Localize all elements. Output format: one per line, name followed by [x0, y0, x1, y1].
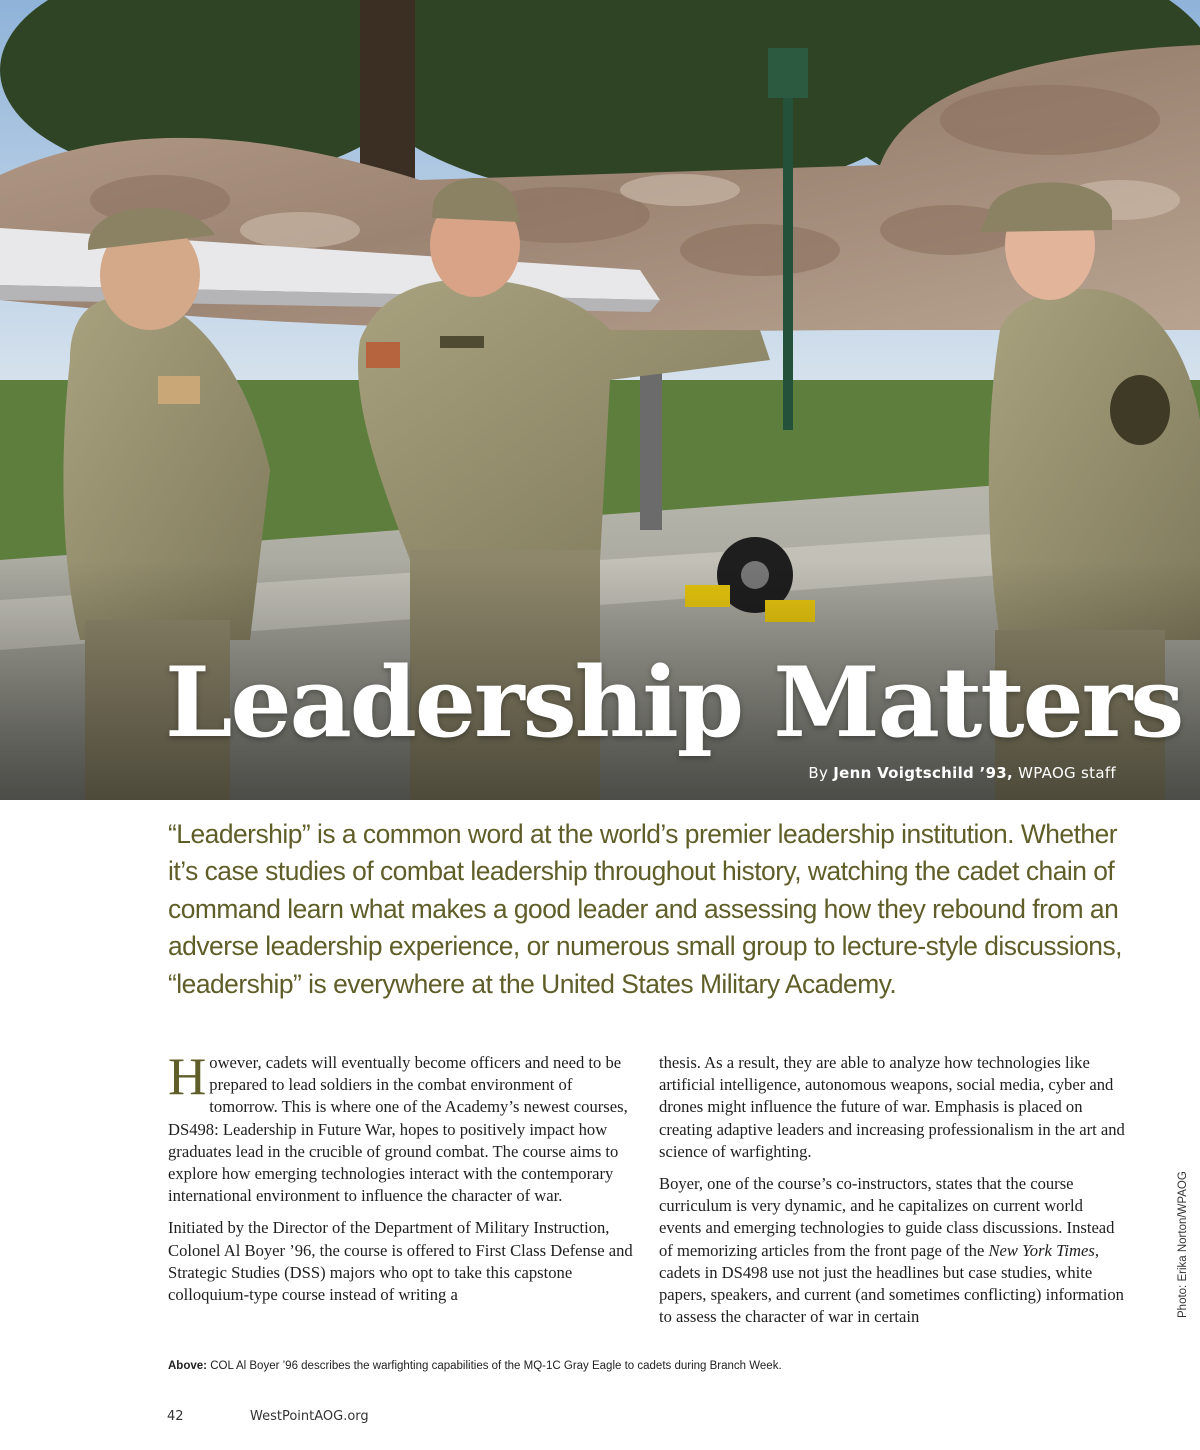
byline-suffix: WPAOG staff	[1018, 764, 1116, 782]
drop-cap: H	[168, 1048, 207, 1106]
body-paragraph: thesis. As a result, they are able to analyze how technologies like artificial intelligence, autonomous weapons, social media, cyber and drones might influence the future of war. Emphasis is placed on creating adaptive leaders and increasing professionalism in the art and science of warfighting.	[659, 1053, 1125, 1161]
paragraph-text: owever, cadets will eventually become officers and need to be prepared to lead soldiers in the combat environment of tomorrow. This is where one of the Academy’s newest courses, DS498: Leadership in Future War, hopes to positively impact how graduates lead in the crucible of ground combat. The course aims to explore how emerging technologies interact with the contemporary international environment to influence the character of war.	[168, 1053, 628, 1206]
article-deck: “Leadership” is a common word at the world’s premier leadership institution. Whether it’s case studies of combat leadership throughout history, watching the cadet chain of command learn what makes a good leader and assessing how they rebound from an adverse leadership experience, or numerous small group to lecture-style discussions, “leadership” is everywhere at the United States Military Academy.	[168, 819, 1123, 999]
body-paragraph: Initiated by the Director of the Department of Military Instruction, Colonel Al Boyer ’96, the course is offered to First Class Defense and Strategic Studies (DSS) majors who opt to take this capstone colloquium-type course instead of writing a	[168, 1218, 633, 1305]
website-link[interactable]: WestPointAOG.org	[250, 1409, 369, 1424]
body-paragraph	[659, 1173, 1125, 1328]
photo-credit: Photo: Erika Norton/WPAOG	[1177, 1171, 1189, 1318]
byline-prefix: By	[808, 764, 829, 782]
article-title: Leadership Matters	[165, 646, 1183, 759]
photo-caption	[168, 1360, 782, 1372]
paragraph-text: Boyer, one of the course’s co-instructors, states that the course curriculum is very dynamic, and he capitalizes on current world events and emerging technologies to guide class discussions. Instead of memorizing articles from the front page of the	[659, 1174, 1115, 1260]
body-column-left	[168, 1048, 634, 1316]
body-paragraph	[168, 1048, 634, 1207]
paragraph-text: , cadets in DS498 use not just the headlines but case studies, white papers, speakers, and current (and sometimes conflicting) information to assess the character of war in certain	[659, 1240, 1124, 1327]
byline	[808, 764, 1116, 782]
publication-name: New York Times	[988, 1240, 1095, 1260]
body-column-right	[659, 1052, 1125, 1338]
page-number: 42	[167, 1409, 184, 1424]
byline-author: Jenn Voigtschild ’93,	[833, 764, 1014, 782]
caption-label: Above:	[168, 1360, 207, 1372]
caption-text: COL Al Boyer ’96 describes the warfighting capabilities of the MQ-1C Gray Eagle to cadets during Branch Week.	[210, 1360, 782, 1372]
